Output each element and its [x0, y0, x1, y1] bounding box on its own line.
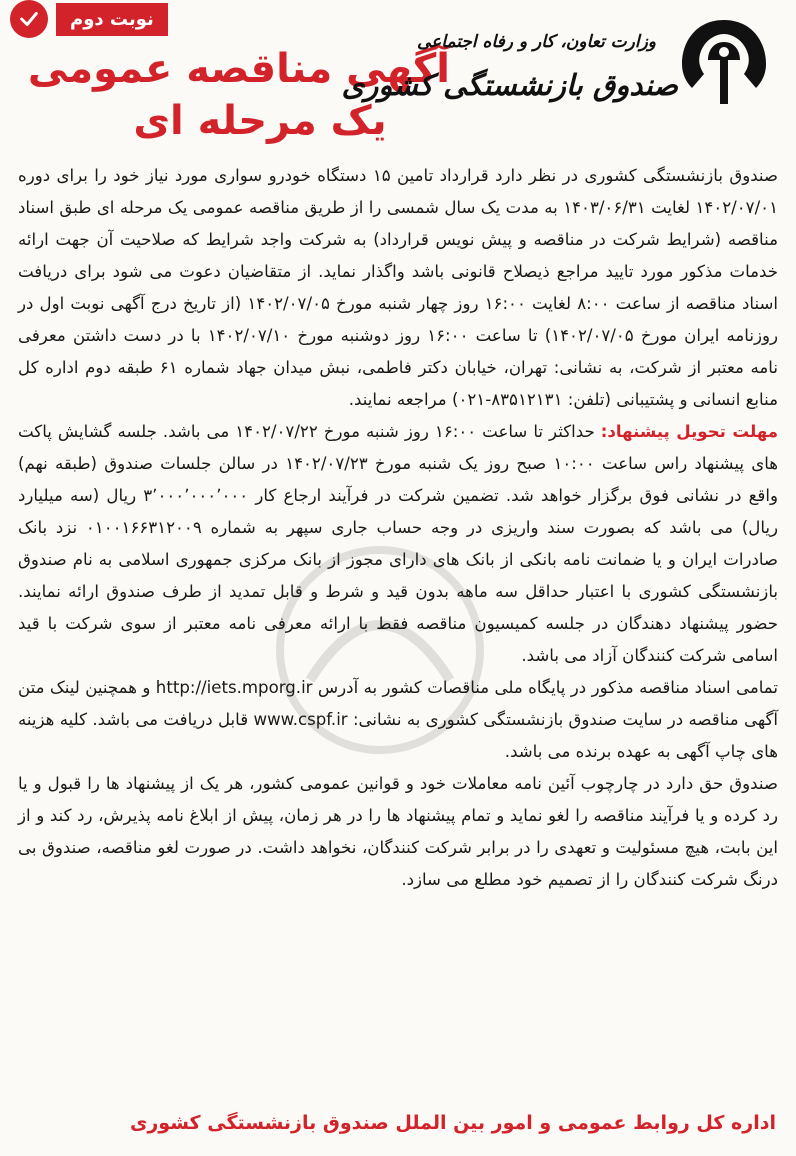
edition-badge [10, 0, 168, 38]
title-line-2: یک مرحله ای [133, 98, 387, 144]
iets-link[interactable]: http://iets.mporg.ir [155, 678, 313, 697]
title-line-1: آگهی مناقصه عمومی [27, 46, 450, 92]
paragraph-rights: صندوق حق دارد در چارچوب آئین نامه معاملات خود و قوانین عمومی کشور، هر یک از پیشنهاد ها را قبول و یا رد کرده و یا فرآیند مناقصه را لغو نماید و تمام پیشنهاد ها را در هر زمان، پیش از ابلاغ نامه پذیرش، رد کند و از این بابت، هیچ مسئولیت و تعهدی را در برابر شرکت کنندگان، نخواهد داشت. در صورت لغو مناقصه، صندوق بی درنگ شرکت کنندگان را از تصمیم خود مطلع می سازد. [18, 774, 778, 889]
deadline-label: مهلت تحویل پیشنهاد: [600, 422, 778, 441]
organization-logo [341, 12, 774, 122]
fund-logo-icon [674, 12, 774, 112]
paragraph-intro: صندوق بازنشستگی کشوری در نظر دارد قرارداد تامین ۱۵ دستگاه خودرو سواری مورد نیاز خود را برای دوره ۱۴۰۲/۰۷/۰۱ لغایت ۱۴۰۳/۰۶/۳۱ به مدت یک سال شمسی را از طریق مناقصه عمومی یک مرحله ای طبق اسناد مناقصه (شرایط شرکت در مناقصه و پیش نویس قرارداد) به شرکت واجد شرایط که صلاحیت آن جهت ارائه خدمات مذکور مورد تایید مراجع ذیصلاح قانونی باشد واگذار نماید. از متقاضیان دعوت می شود برای دریافت اسناد مناقصه از ساعت ۸:۰۰ لغایت ۱۶:۰۰ روز چهار شنبه مورخ ۱۴۰۲/۰۷/۰۵ (از تاریخ درج آگهی نوبت اول در روزنامه ایران مورخ ۱۴۰۲/۰۷/۰۵) تا ساعت ۱۶:۰۰ روز دوشنبه مورخ ۱۴۰۲/۰۷/۱۰ با در دست داشتن معرفی نامه معتبر از شرکت، به نشانی: تهران، خیابان دکتر فاطمی، نبش میدان جهاد شماره ۶۱ طبقه دوم اداره کل منابع انسانی و پشتیبانی (تلفن: ۸۳۵۱۲۱۳۱-۰۲۱) مراجعه نمایند. [18, 166, 779, 409]
footer-signature: اداره کل روابط عمومی و امور بین الملل صندوق بازنشستگی کشوری [129, 1112, 776, 1134]
documents-text-1: تمامی اسناد مناقصه مذکور در پایگاه ملی مناقصات کشور به آدرس [312, 678, 779, 697]
edition-label: نوبت دوم [56, 3, 168, 36]
header [10, 0, 786, 160]
announcement-body [10, 160, 786, 896]
ministry-name: وزارت تعاون، کار و رفاه اجتماعی [416, 32, 656, 52]
documents-text-2: و همچنین لینک متن آگهی مناقصه در سایت صندوق بازنشستگی کشوری به نشانی: [18, 678, 779, 729]
paragraph-documents [18, 672, 778, 768]
fund-name: صندوق بازنشستگی کشوری [341, 68, 678, 102]
documents-text-3: قابل دریافت می باشد. کلیه هزینه های چاپ آگهی به عهده برنده می باشد. [18, 710, 778, 761]
check-icon [10, 0, 48, 38]
deadline-text: حداکثر تا ساعت ۱۶:۰۰ روز شنبه مورخ ۱۴۰۲/۰۷/۲۲ می باشد. جلسه گشایش پاکت های پیشنهاد راس ساعت ۱۰:۰۰ صبح روز یک شنبه مورخ ۱۴۰۲/۰۷/۲۳ در سالن جلسات صندوق (طبقه نهم) واقع در نشانی فوق برگزار خواهد شد. تضمین شرکت در فرآیند ارجاع کار ۳٬۰۰۰٬۰۰۰٬۰۰۰ ریال (سه میلیارد ریال) می باشد که بصورت سند واریزی در وجه حساب جاری سپهر به شماره ۰۱۰۰۱۶۶۳۱۲۰۰۹ نزد بانک صادرات ایران و یا ضمانت نامه بانکی از بانک های دارای مجوز از بانک مرکزی جمهوری اسلامی به نام صندوق بازنشستگی کشوری با اعتبار حداقل سه ماهه بدون قید و شرط و قابل تمدید از طرف صندوق ارائه نمایند. حضور پیشنهاد دهندگان در جلسه کمیسیون مناقصه فقط با ارائه معرفی نامه معتبر از سوی شرکت با قید اسامی شرکت کنندگان آزاد می باشد. [18, 422, 779, 665]
paragraph-deadline [18, 416, 778, 672]
cspf-link[interactable]: www.cspf.ir [253, 710, 348, 729]
